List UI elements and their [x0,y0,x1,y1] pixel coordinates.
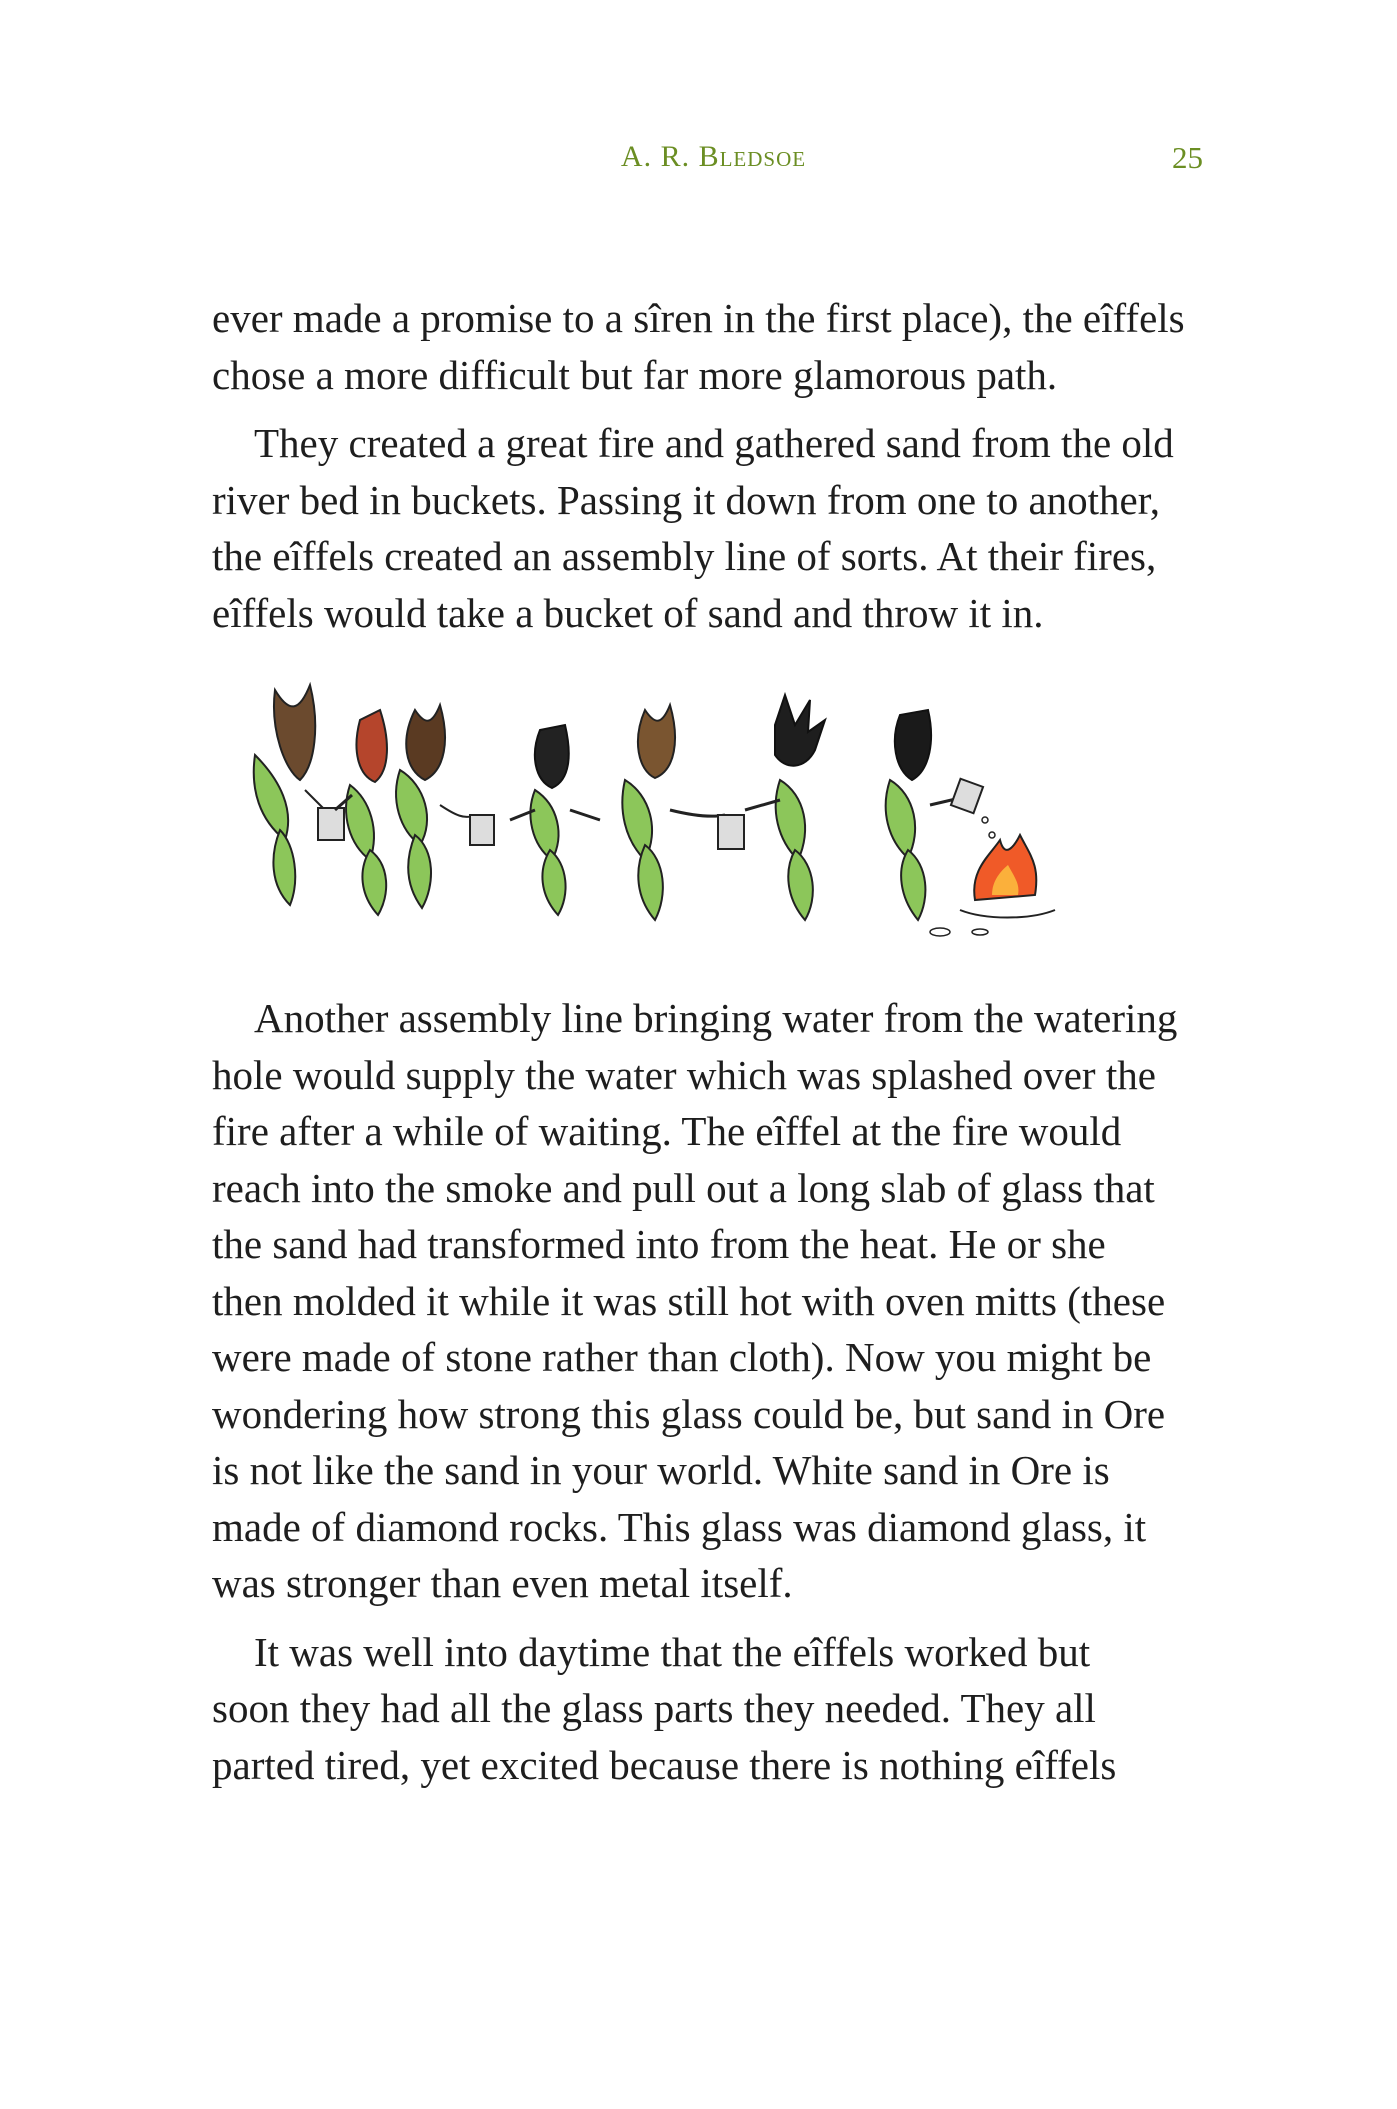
eiffel-figure-3 [396,705,494,908]
fire-icon [930,835,1055,936]
paragraph [212,990,1205,1612]
text-line: then molded it while it was still hot with oven mitts (these [212,1277,1166,1324]
text-line: hole would supply the water which was splashed over the [212,1051,1156,1098]
eiffel-figure-1 [254,685,344,905]
eiffel-figure-4 [510,725,600,915]
text-block-bottom [212,990,1205,1793]
text-line: the eîffels created an assembly line of sorts. At their fires, [212,533,1157,579]
paragraph [212,415,1205,641]
text-line: reach into the smoke and pull out a long slab of glass that [212,1164,1155,1211]
text-line: parted tired, yet excited because there is nothing eîffels [212,1741,1117,1788]
running-head [0,140,1397,184]
text-line: was stronger than even metal itself. [212,1560,793,1606]
text-line: chose a more difficult but far more glamorous path. [212,351,1058,398]
text-line: soon they had all the glass parts they needed. They all [212,1685,1096,1731]
text-line: Another assembly line bringing water from the watering [254,995,1178,1041]
eiffel-assembly-line-illustration [240,670,1200,950]
text-block-top [212,290,1205,641]
text-line: is not like the sand in your world. White sand in Ore is [212,1447,1110,1493]
text-line: They created a great fire and gathered sand from the old [254,420,1174,466]
text-line: wondering how strong this glass could be, but sand in Ore [212,1390,1166,1437]
text-line: were made of stone rather than cloth). Now you might be [212,1334,1152,1380]
text-line: eîffels would take a bucket of sand and throw it in. [212,589,1044,636]
illustration-svg [240,670,1200,950]
page-number: 25 [1172,140,1203,175]
text-line: fire after a while of waiting. The eîffel at the fire would [212,1108,1122,1154]
paragraph [212,290,1205,403]
text-line: ever made a promise to a sîren in the first place), the eîffels [212,295,1185,341]
eiffel-figure-5 [622,705,744,920]
text-line: It was well into daytime that the eîffels worked but [254,1628,1091,1675]
author-name: A. R. Bledsoe [620,140,807,173]
text-line: river bed in buckets. Passing it down from one to another, [212,476,1161,523]
paragraph [212,1624,1205,1794]
eiffel-figure-6 [745,695,825,920]
text-line: made of diamond rocks. This glass was diamond glass, it [212,1503,1147,1550]
text-line: the sand had transformed into from the heat. He or she [212,1221,1106,1267]
